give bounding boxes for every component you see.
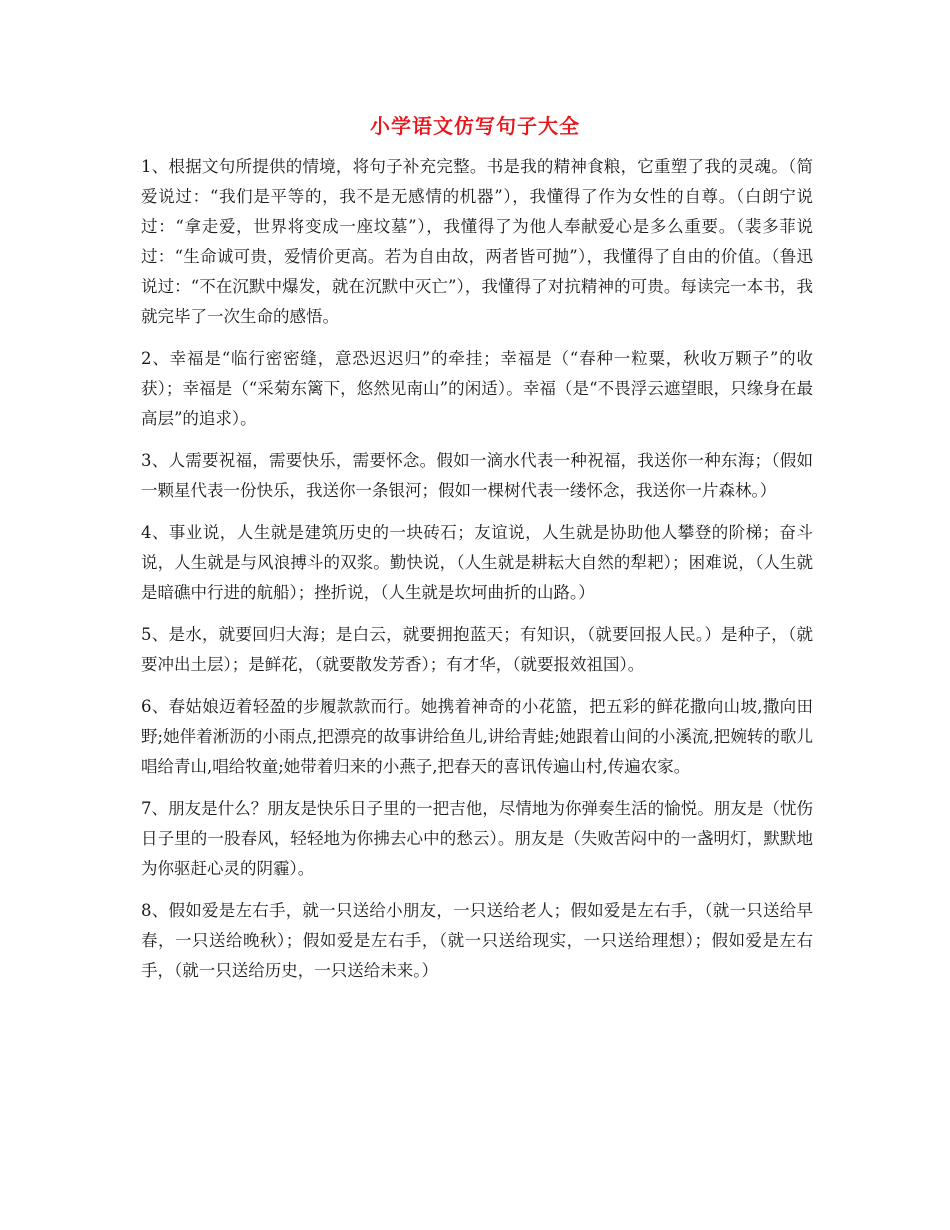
paragraph-6: 6、春姑娘迈着轻盈的步履款款而行。她携着神奇的小花篮，把五彩的鲜花撒向山坡,撒向田野;她伴着淅沥的小雨点,把漂亮的故事讲给鱼儿,讲给青蛙;她跟着山间的小溪流,把婉转的歌儿唱给青山,唱给牧童;她带着归来的小燕子,把春天的喜讯传遍山村,传遍农家。 xyxy=(141,697,813,776)
paragraph-1: 1、根据文句所提供的情境，将句子补充完整。书是我的精神食粮，它重塑了我的灵魂。（简爱说过：“我们是平等的，我不是无感情的机器”），我懂得了作为女性的自尊。（白朗宁说过：“拿走爱，世界将变成一座坟墓”），我懂得了为他人奉献爱心是多么重要。（裴多菲说过：“生命诚可贵，爱情价更高。若为自由故，两者皆可抛”），我懂得了自由的价值。（鲁迅说过：“不在沉默中爆发，就在沉默中灭亡”），我懂得了对抗精神的可贵。每读完一本书，我就完毕了一次生命的感悟。 xyxy=(141,157,813,326)
paragraph-3: 3、人需要祝福，需要快乐，需要怀念。假如一滴水代表一种祝福，我送你一种东海；（假如一颗星代表一份快乐，我送你一条银河；假如一棵树代表一缕怀念，我送你一片森林。） xyxy=(141,451,813,500)
document-title: 小学语文仿写句子大全 xyxy=(370,114,580,138)
paragraph-7: 7、朋友是什么？朋友是快乐日子里的一把吉他，尽情地为你弹奏生活的愉悦。朋友是（忧伤日子里的一股春风，轻轻地为你拂去心中的愁云）。朋友是（失败苦闷中的一盏明灯，默默地为你驱赶心灵的阴霾）。 xyxy=(141,799,813,878)
document-body xyxy=(141,152,813,998)
paragraph-5: 5、是水，就要回归大海；是白云，就要拥抱蓝天；有知识，（就要回报人民。）是种子，（就要冲出土层）；是鲜花，（就要散发芳香）；有才华，（就要报效祖国）。 xyxy=(141,625,813,674)
paragraph-4: 4、事业说，人生就是建筑历史的一块砖石；友谊说，人生就是协助他人攀登的阶梯；奋斗说，人生就是与风浪搏斗的双浆。勤快说，（人生就是耕耘大自然的犁耙）；困难说，（人生就是暗礁中行进的航船）；挫折说，（人生就是坎坷曲折的山路。） xyxy=(141,523,813,602)
paragraph-2: 2、幸福是“临行密密缝，意恐迟迟归”的牵挂；幸福是（“春种一粒粟，秋收万颗子”的收获）；幸福是（“采菊东篱下，悠然见南山”的闲适）。幸福（是“不畏浮云遮望眼，只缘身在最高层”的追求）。 xyxy=(141,349,813,428)
paragraph-8: 8、假如爱是左右手，就一只送给小朋友，一只送给老人；假如爱是左右手，（就一只送给早春，一只送给晚秋）；假如爱是左右手，（就一只送给现实，一只送给理想）；假如爱是左右手，（就一只送给历史，一只送给未来。） xyxy=(141,901,813,980)
